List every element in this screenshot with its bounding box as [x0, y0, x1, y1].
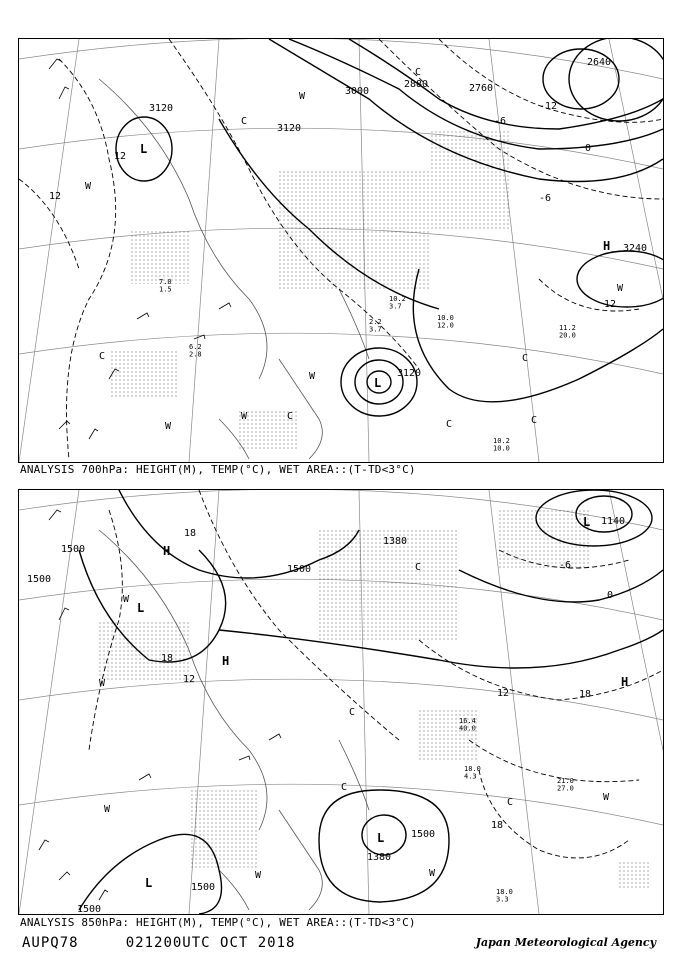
region-mark: W: [429, 868, 436, 879]
station-value: 21.0 27.0: [557, 777, 574, 793]
temp-label: 12: [604, 299, 617, 310]
temp-label: 18: [491, 820, 504, 831]
region-mark: C: [287, 411, 294, 422]
region-mark: C: [99, 351, 106, 362]
temp-label: -12: [539, 101, 558, 112]
low-center: L: [145, 876, 153, 890]
region-mark: C: [415, 562, 422, 573]
temp-label: 18: [184, 528, 197, 539]
low-center: L: [140, 142, 148, 156]
height-label: 1140: [601, 516, 626, 527]
height-label: 2640: [587, 57, 612, 68]
height-label: 1500: [191, 882, 216, 893]
low-center: L: [377, 831, 385, 845]
station-values: [159, 278, 576, 453]
height-label: 3000: [345, 86, 370, 97]
region-mark: W: [617, 283, 624, 294]
temp-label: -6: [559, 560, 572, 571]
height-label: 1380: [383, 536, 408, 547]
height-label: 1500: [411, 829, 436, 840]
low-center: L: [374, 376, 382, 390]
region-mark: W: [309, 371, 316, 382]
region-mark: W: [603, 792, 610, 803]
region-mark: W: [104, 804, 111, 815]
height-label: 3120: [277, 123, 302, 134]
high-center: H: [163, 544, 171, 558]
region-mark: C: [415, 67, 422, 78]
region-mark: C: [531, 415, 538, 426]
height-label: 1500: [61, 544, 86, 555]
high-center: H: [621, 675, 629, 689]
analysis-700hpa-map: [18, 38, 664, 463]
region-mark: C: [341, 782, 348, 793]
region-mark: W: [241, 411, 248, 422]
temp-label: 12: [49, 191, 62, 202]
region-mark: W: [85, 181, 92, 192]
temp-label: 18: [161, 653, 174, 664]
product-code: AUPQ78: [22, 935, 79, 951]
height-label: 1380: [367, 852, 392, 863]
high-center: H: [222, 654, 230, 668]
station-value: 6.2 2.8: [189, 343, 202, 359]
station-value: 2.2 3.7: [369, 318, 382, 334]
height-label: 3240: [623, 243, 648, 254]
station-value: 11.2 20.0: [559, 324, 576, 340]
low-center: L: [137, 601, 145, 615]
region-mark: C: [522, 353, 529, 364]
station-value: 10.2 3.7: [389, 295, 406, 311]
temp-label: 12: [183, 674, 196, 685]
region-mark: C: [446, 419, 453, 430]
caption-850hpa: ANALYSIS 850hPa: HEIGHT(M), TEMP(°C), WET AREA::(T-TD<3°C): [20, 916, 416, 929]
temp-label: 18: [579, 689, 592, 700]
valid-time: 021200UTC OCT 2018: [125, 935, 296, 951]
temp-label: 0: [585, 143, 592, 154]
region-mark: W: [299, 91, 306, 102]
region-mark: W: [165, 421, 172, 432]
station-value: 7.0 1.5: [159, 278, 172, 294]
region-mark: C: [507, 797, 514, 808]
temp-label: 12: [497, 688, 510, 699]
temp-label: -6: [539, 193, 552, 204]
map-850hpa-svg: [19, 490, 663, 914]
station-value: 10.2 10.0: [493, 437, 510, 453]
height-label: 1500: [27, 574, 52, 585]
region-mark: C: [241, 116, 248, 127]
temp-label: 0: [607, 590, 614, 601]
height-label: 1500: [287, 564, 312, 575]
height-label: 1500: [77, 904, 102, 914]
agency-name: Japan Meteorological Agency: [475, 936, 656, 949]
height-label: 3120: [149, 103, 174, 114]
station-value: 18.0 4.3: [464, 765, 481, 781]
region-mark: C: [349, 707, 356, 718]
region-mark: W: [123, 594, 130, 605]
high-center: H: [603, 239, 611, 253]
station-value: 10.0 12.0: [437, 314, 454, 330]
height-label: 2880: [404, 79, 429, 90]
height-label: 2760: [469, 83, 494, 94]
temp-label: -6: [494, 116, 507, 127]
temp-label: 12: [114, 151, 127, 162]
station-value: 18.0 3.3: [496, 888, 513, 904]
height-label: 3120: [397, 368, 422, 379]
station-value: 16.4 40.0: [459, 717, 476, 733]
region-mark: W: [99, 678, 106, 689]
caption-700hpa: ANALYSIS 700hPa: HEIGHT(M), TEMP(°C), WET AREA::(T-TD<3°C): [20, 463, 416, 476]
product-footer: [22, 935, 295, 951]
region-mark: W: [255, 870, 262, 881]
analysis-850hpa-map: [18, 489, 664, 915]
map-700hpa-svg: [19, 39, 663, 462]
low-center: L: [583, 515, 591, 529]
